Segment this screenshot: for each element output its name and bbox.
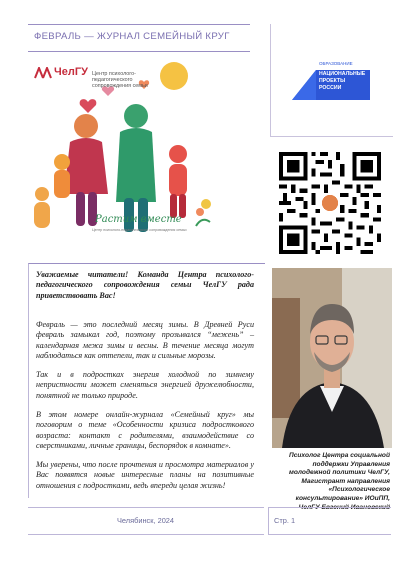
- chelgu-logo: [34, 66, 164, 96]
- logo-subtitle: Центр психолого-педагогического сопровождения семьи: [92, 71, 148, 89]
- footer-city-year: Челябинск, 2024: [117, 516, 175, 525]
- page-title: ФЕВРАЛЬ — ЖУРНАЛ СЕМЕЙНЫЙ КРУГ: [34, 31, 230, 42]
- page-number: Стр. 1: [274, 516, 296, 525]
- sun-icon: [160, 62, 188, 90]
- qr-code: [279, 152, 381, 254]
- article-greeting: Уважаемые читатели! Команда Центра психолого-педагогического сопровождения семьи ЧелГУ рада приветствовать Вас!: [36, 270, 254, 300]
- national-projects-name: НАЦИОНАЛЬНЫЕ ПРОЕКТЫ РОССИИ: [319, 71, 366, 92]
- hero-small-text: Центр психолого-педагогического сопровождения семьи: [92, 228, 187, 232]
- national-projects-category: ОБРАЗОВАНИЕ: [319, 61, 353, 66]
- article-paragraph: Мы уверены, что после прочтения и просмотра материалов у Вас появятся новые интересные планы на позитивные отношения с подростками, ведь впереди целая жизнь!: [36, 460, 254, 490]
- article-paragraph: Так и в подростках энергия холодной по зимнему непристности может сменяться энергией дружелюбности, понятной не только природе.: [36, 370, 254, 400]
- logo-brand-name: ЧелГУ: [54, 66, 88, 78]
- hero-cursive-text: Растим вместе: [95, 214, 182, 225]
- heart-icon: [80, 99, 97, 113]
- author-caption: Психолог Центра социальной поддержки Управления молодежной политики ЧелГУ, Магистрант направления «Психологическое консультирование» ИОиПП, ЧелГУ Евгений Ивановский: [289, 452, 390, 511]
- author-photo: [272, 268, 392, 448]
- article-paragraph: Февраль — это последний месяц зимы. В Древней Руси февраль замыкал год, поэтому прозывался “межень” – календарная межа зимы и весны. В течение месяца могут наблюдаться как оттепели, так и сильные морозы.: [36, 320, 254, 360]
- chelgu-logo-icon: [34, 67, 52, 79]
- article-paragraph: В этом номере онлайн-журнала «Семейный круг» мы поговорим о теме «Особенности кризиса подросткового возраста: контакт с родителями, взаимодействие со сверстниками, личные границы, беспорядок в комнате».: [36, 410, 254, 450]
